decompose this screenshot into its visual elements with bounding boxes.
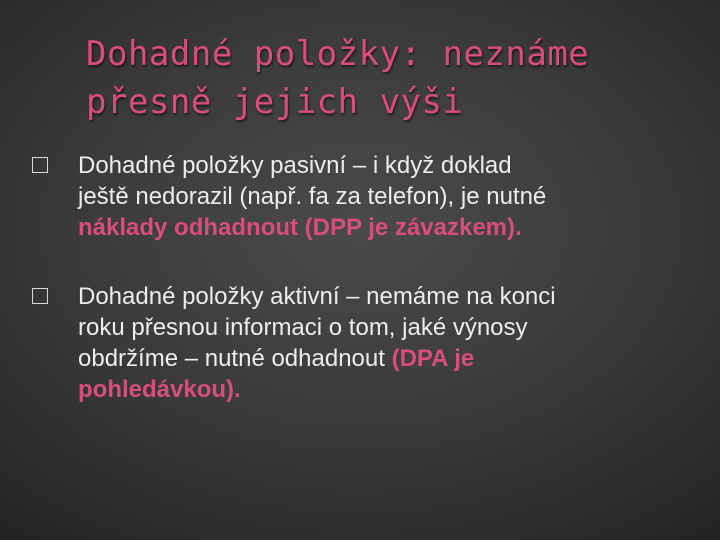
hollow-square-icon (32, 157, 48, 173)
bullet-item-passive (30, 150, 690, 243)
slide-title-line-1: Dohadné položky: neznáme (86, 34, 590, 74)
bullet-active-line-3-plain: obdržíme – nutné odhadnout (78, 345, 392, 372)
bullet-active-line-4-emphasis: pohledávkou). (78, 376, 241, 403)
bullet-active-line-2: roku přesnou informaci o tom, jaké výnosy (78, 314, 528, 341)
hollow-square-icon (32, 288, 48, 304)
slide-title-line-2: přesně jejich výši (86, 82, 464, 122)
bullet-active-line-3 (78, 343, 690, 374)
bullet-passive-line-2: ještě nedorazil (např. fa za telefon), je nutné (78, 183, 547, 210)
bullet-passive-emphasis: náklady odhadnout (DPP je závazkem). (78, 214, 522, 241)
bullet-active-line-3-emphasis: (DPA je (391, 345, 475, 372)
bullet-active-line-1: Dohadné položky aktivní – nemáme na konci (78, 283, 556, 310)
bullet-passive-line-1: Dohadné položky pasivní – i když doklad (78, 152, 512, 179)
slide-title (86, 30, 686, 126)
bullet-item-active (30, 281, 690, 405)
bullet-list (30, 150, 690, 443)
